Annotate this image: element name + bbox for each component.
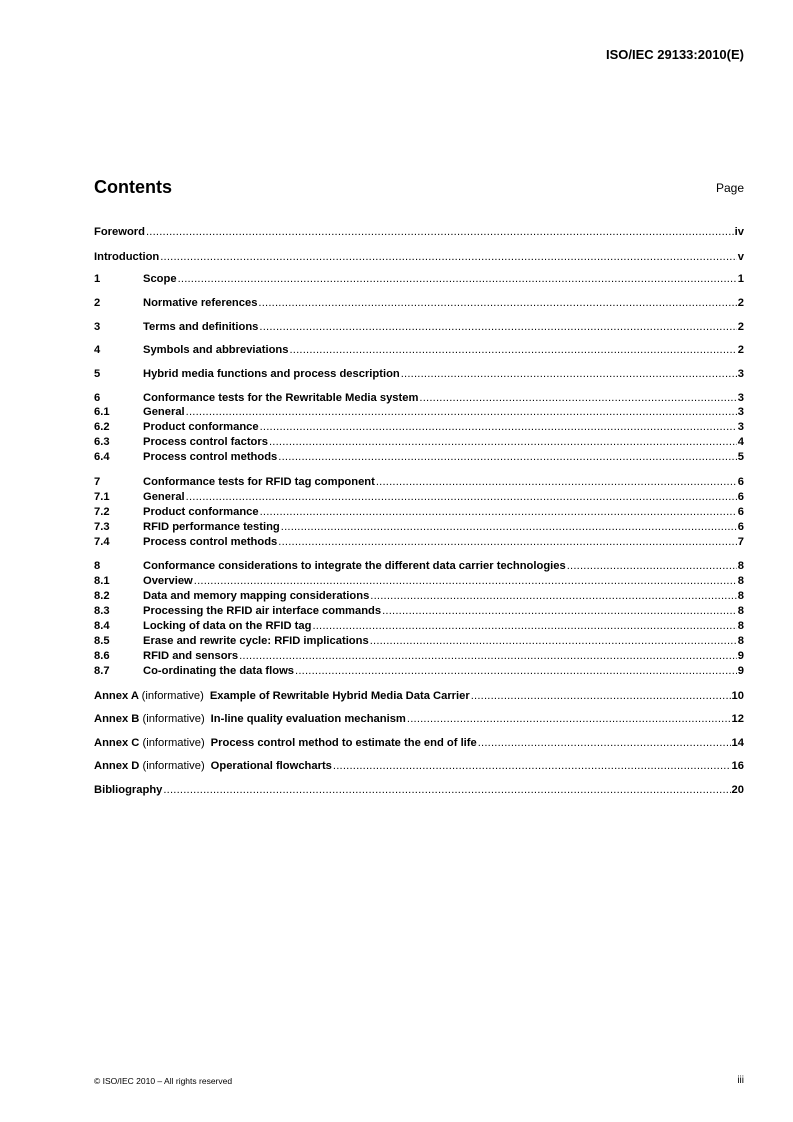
- toc-entry[interactable]: [94, 450, 744, 464]
- toc-entry-page: 4: [737, 436, 744, 448]
- annex-prefix: [94, 689, 204, 703]
- toc-entry-number: 2: [94, 297, 101, 309]
- annex-title: Example of Rewritable Hybrid Media Data Carrier: [209, 690, 470, 702]
- toc-entry-number: 7.3: [94, 521, 110, 533]
- toc-entry-number: 6.1: [94, 406, 110, 418]
- toc-entry-title: Erase and rewrite cycle: RFID implications: [143, 635, 369, 647]
- toc-entry-title: Hybrid media functions and process description: [143, 368, 400, 380]
- toc-entry-number: 1: [94, 273, 101, 285]
- toc-entry-page: 2: [737, 321, 744, 333]
- toc-entry[interactable]: [94, 559, 744, 573]
- annex-title: Operational flowcharts: [210, 760, 332, 772]
- toc-entry-title: Process control methods: [143, 536, 278, 548]
- toc-leader-dots: [567, 559, 737, 573]
- annex-title: In-line quality evaluation mechanism: [210, 713, 406, 725]
- annex-page: 16: [731, 760, 744, 772]
- toc-leader-dots: [370, 589, 736, 603]
- toc-entry[interactable]: [94, 589, 744, 603]
- annex-status: (informative): [141, 690, 204, 702]
- toc-leader-dots: [407, 712, 731, 726]
- toc-entry-title: Scope: [143, 273, 177, 285]
- toc-entry-number: 7.2: [94, 506, 110, 518]
- toc-leader-dots: [312, 619, 736, 633]
- toc-entry[interactable]: [94, 405, 744, 419]
- toc-entry[interactable]: [94, 272, 744, 286]
- annex-label: Annex A: [94, 690, 139, 702]
- annex-status: (informative): [142, 713, 205, 725]
- toc-entry-number: 8: [94, 560, 101, 572]
- toc-entry-title: Conformance tests for RFID tag component: [143, 476, 375, 488]
- toc-entry-page: 5: [737, 451, 744, 463]
- toc-entry[interactable]: [94, 320, 744, 334]
- toc-entry-number: 4: [94, 344, 101, 356]
- toc-entry[interactable]: [94, 475, 744, 489]
- toc-leader-dots: [478, 736, 731, 750]
- toc-entry-page: 8: [737, 605, 744, 617]
- toc-entry-number: 8.1: [94, 575, 110, 587]
- toc-entry-page: 6: [737, 491, 744, 503]
- toc-annex-entry[interactable]: [94, 736, 744, 750]
- toc-entry-page: 1: [737, 273, 744, 285]
- toc-entry-page: 6: [737, 476, 744, 488]
- toc-leader-dots: [376, 475, 737, 489]
- toc-leader-dots: [333, 759, 731, 773]
- toc-entry-title: Data and memory mapping considerations: [143, 590, 370, 602]
- toc-entry-number: 6.2: [94, 421, 110, 433]
- toc-entry-title: Product conformance: [143, 421, 259, 433]
- toc-entry-page: 3: [737, 421, 744, 433]
- document-id-header: ISO/IEC 29133:2010(E): [605, 47, 744, 62]
- toc-entry-number: 8.2: [94, 590, 110, 602]
- toc-entry[interactable]: [94, 490, 744, 504]
- toc-entry[interactable]: [94, 664, 744, 678]
- toc-entry-title: General: [143, 406, 185, 418]
- toc-leader-dots: [178, 272, 737, 286]
- toc-leader-dots: [471, 689, 731, 703]
- toc-entry-number: 6: [94, 392, 101, 404]
- annex-label: Annex D: [94, 760, 140, 772]
- annex-prefix: [94, 736, 205, 750]
- toc-entry-title: General: [143, 491, 185, 503]
- annex-status: (informative): [142, 737, 205, 749]
- toc-entry-page: 8: [737, 635, 744, 647]
- toc-leader-dots: [289, 343, 736, 357]
- toc-entry[interactable]: [94, 574, 744, 588]
- toc-entry-number: 7: [94, 476, 101, 488]
- toc-entry-page: 2: [737, 297, 744, 309]
- toc-entry-number: 7.4: [94, 536, 110, 548]
- toc-entry-page: 3: [737, 392, 744, 404]
- annex-status: (informative): [142, 760, 205, 772]
- toc-entry-page: 3: [737, 368, 744, 380]
- annex-label: Annex C: [94, 737, 140, 749]
- toc-entry[interactable]: [94, 505, 744, 519]
- toc-entry-page: 2: [737, 344, 744, 356]
- toc-annex-entry[interactable]: [94, 712, 744, 726]
- page-column-label: Page: [715, 181, 744, 195]
- toc-leader-dots: [194, 574, 737, 588]
- toc-entry-page: 8: [737, 575, 744, 587]
- toc-entry[interactable]: [94, 604, 744, 618]
- toc-leader-dots: [160, 250, 737, 264]
- toc-entry-title: Locking of data on the RFID tag: [143, 620, 312, 632]
- toc-entry-number: 3: [94, 321, 101, 333]
- toc-entry[interactable]: [94, 225, 744, 239]
- toc-leader-dots: [163, 783, 730, 797]
- toc-entry[interactable]: [94, 649, 744, 663]
- toc-entry-number: 7.1: [94, 491, 110, 503]
- toc-entry-title: Symbols and abbreviations: [143, 344, 289, 356]
- toc-entry[interactable]: [94, 619, 744, 633]
- toc-entry-title: Normative references: [143, 297, 258, 309]
- bibliography-page: 20: [731, 784, 744, 796]
- toc-entry-page: iv: [734, 226, 744, 238]
- toc-entry-title: Terms and definitions: [143, 321, 259, 333]
- toc-entry[interactable]: [94, 367, 744, 381]
- toc-entry-title: Process control methods: [143, 451, 278, 463]
- toc-entry-title: Process control factors: [143, 436, 268, 448]
- bibliography-title: Bibliography: [94, 784, 163, 796]
- toc-entry-page: 9: [737, 650, 744, 662]
- annex-title: Process control method to estimate the end of life: [210, 737, 477, 749]
- toc-annex-entry[interactable]: [94, 759, 744, 773]
- toc-annex-entry[interactable]: [94, 689, 744, 703]
- toc-leader-dots: [186, 405, 737, 419]
- toc-entry[interactable]: [94, 535, 744, 549]
- toc-entry[interactable]: [94, 250, 744, 264]
- toc-entry-title: Product conformance: [143, 506, 259, 518]
- toc-leader-dots: [260, 420, 737, 434]
- toc-entry[interactable]: [94, 435, 744, 449]
- contents-title: Contents: [94, 177, 172, 197]
- toc-leader-dots: [382, 604, 737, 618]
- toc-entry-page: 8: [737, 620, 744, 632]
- toc-entry-title: Introduction: [94, 251, 160, 263]
- toc-entry-page: 7: [737, 536, 744, 548]
- toc-entry-page: 6: [737, 506, 744, 518]
- toc-entry[interactable]: [94, 634, 744, 648]
- toc-leader-dots: [259, 320, 736, 334]
- annex-page: 10: [731, 690, 744, 702]
- annex-page: 12: [731, 713, 744, 725]
- toc-leader-dots: [401, 367, 737, 381]
- toc-entry-title: Conformance tests for the Rewritable Media system: [143, 392, 419, 404]
- toc-entry-page: 3: [737, 406, 744, 418]
- toc-leader-dots: [419, 391, 736, 405]
- toc-entry[interactable]: [94, 296, 744, 310]
- toc-leader-dots: [281, 520, 737, 534]
- toc-entry-title: RFID and sensors: [143, 650, 239, 662]
- toc-entry-number: 8.3: [94, 605, 110, 617]
- toc-leader-dots: [269, 435, 737, 449]
- toc-entry-page: 9: [737, 665, 744, 677]
- toc-entry[interactable]: [94, 520, 744, 534]
- toc-leader-dots: [186, 490, 737, 504]
- toc-entry-number: 8.5: [94, 635, 110, 647]
- toc-entry-number: 6.3: [94, 436, 110, 448]
- toc-leader-dots: [295, 664, 737, 678]
- annex-prefix: [94, 759, 205, 773]
- toc-entry-title: Foreword: [94, 226, 145, 238]
- toc-leader-dots: [239, 649, 737, 663]
- toc-entry[interactable]: [94, 420, 744, 434]
- toc-leader-dots: [258, 296, 736, 310]
- toc-leader-dots: [146, 225, 734, 239]
- toc-entry-number: 5: [94, 368, 101, 380]
- toc-entry-number: 8.6: [94, 650, 110, 662]
- toc-entry-page: v: [737, 251, 744, 263]
- toc-entry-page: 6: [737, 521, 744, 533]
- toc-entry-title: Co-ordinating the data flows: [143, 665, 295, 677]
- toc-entry-number: 8.7: [94, 665, 110, 677]
- page-number: iii: [737, 1075, 744, 1086]
- toc-entry-title: Overview: [143, 575, 193, 587]
- toc-entry[interactable]: [94, 391, 744, 405]
- toc-entry-title: RFID performance testing: [143, 521, 280, 533]
- toc-entry-title: Conformance considerations to integrate the different data carrier technologies: [143, 560, 566, 572]
- toc-entry-number: 6.4: [94, 451, 110, 463]
- toc-entry-number: 8.4: [94, 620, 110, 632]
- annex-prefix: [94, 712, 205, 726]
- toc-bibliography-entry[interactable]: [94, 783, 744, 797]
- annex-page: 14: [731, 737, 744, 749]
- copyright-footer: © ISO/IEC 2010 – All rights reserved: [94, 1076, 233, 1086]
- toc-entry[interactable]: [94, 343, 744, 357]
- toc-entry-page: 8: [737, 560, 744, 572]
- toc-entry-page: 8: [737, 590, 744, 602]
- toc-entry-title: Processing the RFID air interface commands: [143, 605, 382, 617]
- toc-leader-dots: [260, 505, 737, 519]
- annex-label: Annex B: [94, 713, 140, 725]
- toc-leader-dots: [278, 450, 736, 464]
- toc-leader-dots: [370, 634, 737, 648]
- toc-leader-dots: [278, 535, 736, 549]
